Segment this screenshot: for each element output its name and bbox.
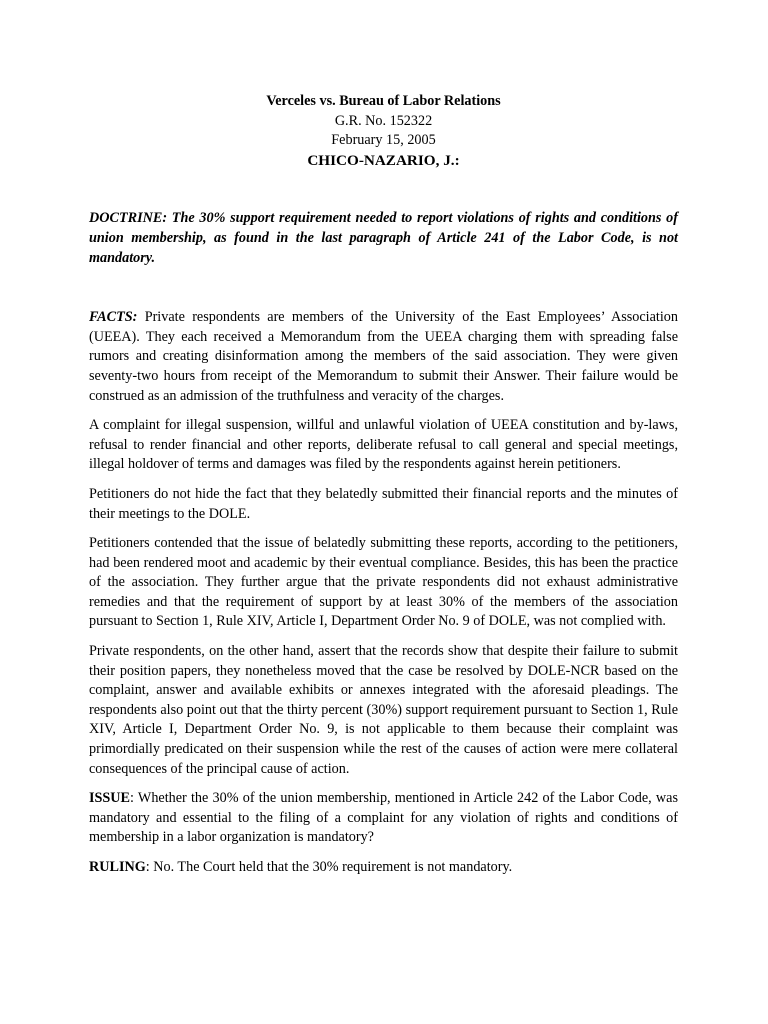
facts-text: Private respondents are members of the University of the East Employees’ Association (UEEA). They each received a Memorandum from the UEEA charging them with spreading false rumors and creating disinformation among the members of the said association. They were given seventy-two hours from receipt of the Memorandum to submit their Answer. Their failure would be construed as an admission of the truthfulness and veracity of the charges. <box>89 309 678 404</box>
case-title: Verceles vs. Bureau of Labor Relations <box>266 93 501 109</box>
ruling-paragraph <box>89 858 678 878</box>
facts-paragraph-respondents: Private respondents, on the other hand, assert that the records show that despite their failure to submit their position papers, they nonetheless moved that the case be resolved by DOLE-NCR based on the complaint, answer and available exhibits or annexes integrated with the aforesaid pleadings. The respondents also point out that the thirty percent (30%) support requirement pursuant to Section 1, Rule XIV, Article I, Department Order No. 9, is not applicable to them because their complaint was primordially predicated on their suspension while the rest of the causes of action were mere collateral consequences of the principal cause of action. <box>89 643 678 777</box>
facts-paragraph-complaint: A complaint for illegal suspension, willful and unlawful violation of UEEA constitution and by-laws, refusal to render financial and other reports, deliberate refusal to call general and special meetings, illegal holdover of terms and damages was filed by the respondents against herein petitioners. <box>89 417 678 473</box>
facts-paragraph-petitioners: Petitioners contended that the issue of belatedly submitting these reports, according to the petitioners, had been rendered moot and academic by their eventual compliance. Besides, this has been the practice of the association. They further argue that the private respondents did not exhaust administrative remedies and that the requirement of support by at least 30% of the members of the association pursuant to Section 1, Rule XIV, Article I, Department Order No. 9 of DOLE, was not complied with. <box>89 535 678 630</box>
document-page <box>89 92 678 888</box>
ruling-text: : No. The Court held that the 30% requirement is not mandatory. <box>145 859 513 875</box>
doctrine-paragraph: DOCTRINE: The 30% support requirement needed to report violations of rights and conditions of union membership, as found in the last paragraph of Article 241 of the Labor Code, is not mandatory. <box>89 210 678 266</box>
facts-label: FACTS: <box>89 309 138 326</box>
issue-text: : Whether the 30% of the union membership, mentioned in Article 242 of the Labor Code, was mandatory and essential to the filing of a complaint for any violation of rights and conditions of membership in a labor organization is mandatory? <box>89 790 678 846</box>
decision-date: February 15, 2005 <box>331 132 436 149</box>
facts-paragraph-reports: Petitioners do not hide the fact that they belatedly submitted their financial reports and the minutes of their meetings to the DOLE. <box>89 485 678 522</box>
ruling-label: RULING <box>89 859 146 875</box>
case-header <box>89 92 678 170</box>
ponente: CHICO-NAZARIO, J.: <box>307 151 460 169</box>
facts-paragraph <box>89 308 678 406</box>
gr-number: G.R. No. 152322 <box>334 112 433 129</box>
issue-paragraph <box>89 789 678 848</box>
issue-label: ISSUE <box>89 790 131 807</box>
